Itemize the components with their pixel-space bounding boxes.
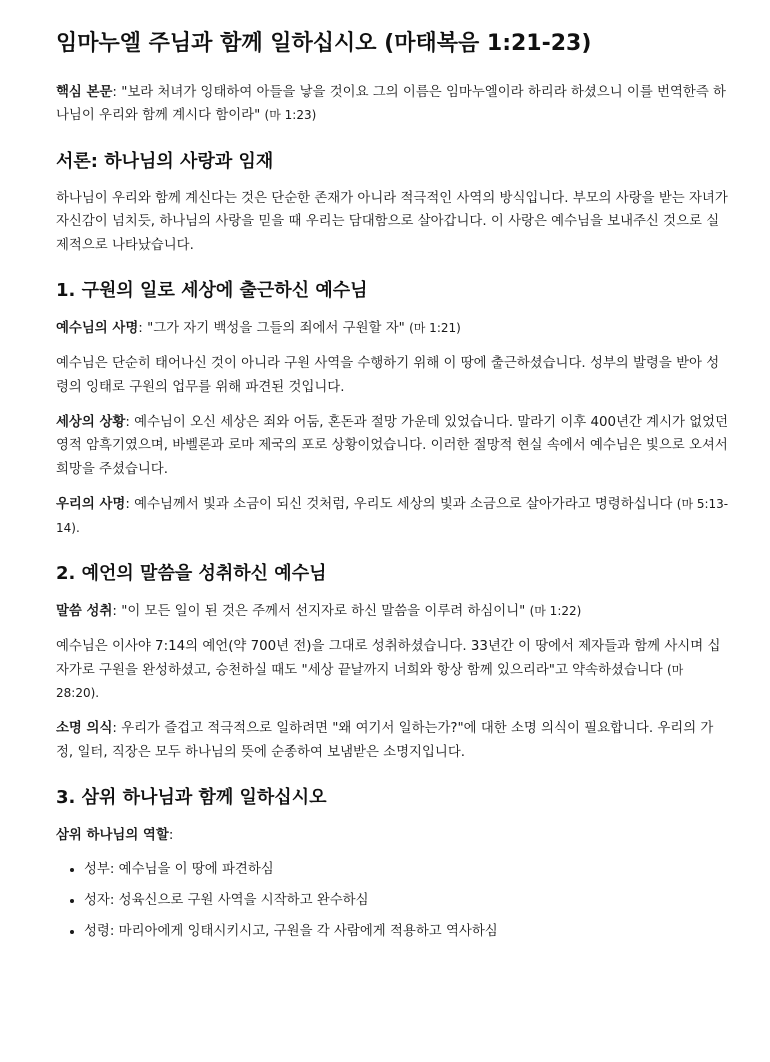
section1-our-text: 예수님께서 빛과 소금이 되신 것처럼, 우리도 세상의 빛과 소금으로 살아가라고 명령하십니다 xyxy=(134,497,673,513)
section1-mission-text: "그가 자기 백성을 그들의 죄에서 구원할 자" xyxy=(147,320,405,336)
section1-mission-label: 예수님의 사명 xyxy=(56,320,139,336)
section2-calling: 소명 의식: 우리가 즐겁고 적극적으로 일하려면 "왜 여기서 일하는가?"에 대한 소명 의식이 필요합니다. 우리의 가정, 일터, 직장은 모두 하나님의 뜻에 순종하여 보냄받은 소명지입니다. xyxy=(56,721,714,760)
section2-para-ref: (마 28:20). xyxy=(56,662,684,701)
key-verse-ref: (마 1:23) xyxy=(264,108,317,123)
section1-world-text: 예수님이 오신 세상은 죄와 어둠, 혼돈과 절망 가운데 있었습니다. 말라기 이후 400년간 계시가 없었던 영적 암흑기였으며, 바벨론과 로마 제국의 포로 상황이었습니다. 이러한 절망적 현실 속에서 예수님은 빛으로 오셔서 희망을 주셨습니다. xyxy=(56,415,729,477)
section1-our-ref: (마 5:13-14). xyxy=(56,497,729,535)
section1-our-mission: 우리의 사명: 예수님께서 빛과 소금이 되신 것처럼, 우리도 세상의 빛과 소금으로 살아가라고 명령하십니다 (마 5:13-14). xyxy=(56,497,729,535)
list-item: • 성령: 마리아에게 잉태시키시고, 구원을 각 사람에게 적용하고 역사하심 xyxy=(84,921,730,944)
section2-calling-label: 소명 의식 xyxy=(56,721,113,737)
section2-word: 말씀 성취: "이 모든 일이 된 것은 주께서 선지자로 하신 말씀을 이루려 하심이니" (마 1:22) xyxy=(56,603,582,619)
section1-world-label: 세상의 상황 xyxy=(56,415,126,430)
section2-calling-text: 우리가 즐겁고 적극적으로 일하려면 "왜 여기서 일하는가?"에 대한 소명 의식이 필요합니다. 우리의 가정, 일터, 직장은 모두 하나님의 뜻에 순종하여 보냄받은 소명지입니다. xyxy=(56,721,714,760)
section3-roles-paragraph: 삼위 하나님의 역할: xyxy=(56,827,174,843)
section3-heading: 3. 삼위 하나님과 함께 일하십시오 xyxy=(56,787,327,809)
list-item: • 성부: 예수님을 이 땅에 파견하심 xyxy=(84,859,730,882)
intro-paragraph: 하나님이 우리와 함께 계신다는 것은 단순한 존재가 아니라 적극적인 사역의 방식입니다. 부모의 사랑을 받는 자녀가 자신감이 넘치듯, 하나님의 사랑을 믿을 때 우리는 담대함으로 살아갑니다. 이 사랑은 예수님을 보내주신 것으로 실제적으로 나타났습니다. xyxy=(56,190,728,253)
section2-paragraph xyxy=(56,635,730,705)
section1-mission-ref: (마 1:21) xyxy=(409,320,461,335)
section2-heading: 2. 예언의 말씀을 성취하신 예수님 xyxy=(56,563,327,585)
section1-world: 세상의 상황: 예수님이 오신 세상은 죄와 어둠, 혼돈과 절망 가운데 있었습니다. 말라기 이후 400년간 계시가 없었던 영적 암흑기였으며, 바벨론과 로마 제국의 포로 상황이었습니다. 이러한 절망적 현실 속에서 예수님은 빛으로 오셔서 희망을 주셨습니다. xyxy=(56,415,729,477)
section2-word-label: 말씀 성취 xyxy=(56,603,113,619)
key-verse-text: "보라 처녀가 잉태하여 아들을 낳을 것이요 그의 이름은 임마누엘이라 하리라 하셨으니 이를 번역한즉 하나님이 우리와 함께 계시다 함이라" xyxy=(56,84,726,124)
section1-our-label: 우리의 사명 xyxy=(56,497,126,513)
section3-roles-label: 삼위 하나님의 역할 xyxy=(56,827,169,843)
key-verse-label: 핵심 본문 xyxy=(56,84,113,100)
key-verse-paragraph: 핵심 본문: "보라 처녀가 잉태하여 아들을 낳을 것이요 그의 이름은 임마누엘이라 하리라 하셨으니 이를 번역한즉 하나님이 우리와 함께 계시다 함이라" (마 1:23) xyxy=(56,84,726,124)
section1-paragraph: 예수님은 단순히 태어나신 것이 아니라 구원 사역을 수행하기 위해 이 땅에 출근하셨습니다. 성부의 발령을 받아 성령의 잉태로 구원의 업무를 위해 파견된 것입니다. xyxy=(56,356,720,395)
section2-word-ref: (마 1:22) xyxy=(529,603,582,618)
intro-heading: 서론: 하나님의 사랑과 임재 xyxy=(56,150,274,172)
trinity-roles-list xyxy=(56,859,730,943)
section2-para-text: 예수님은 이사야 7:14의 예언(약 700년 전)을 그대로 성취하셨습니다. 33년간 이 땅에서 제자들과 함께 사시며 십자가로 구원을 완성하셨고, 승천하실 때도 "세상 끝날까지 너희와 항상 함께 있으리라"고 약속하셨습니다 xyxy=(56,639,721,678)
page-title: 임마누엘 주님과 함께 일하십시오 (마태복음 1:21-23) xyxy=(56,31,592,56)
section1-heading: 1. 구원의 일로 세상에 출근하신 예수님 xyxy=(56,280,368,302)
section1-mission: 예수님의 사명: "그가 자기 백성을 그들의 죄에서 구원할 자" (마 1:21) xyxy=(56,320,461,336)
section2-word-text: "이 모든 일이 된 것은 주께서 선지자로 하신 말씀을 이루려 하심이니" xyxy=(121,603,526,619)
list-item: • 성자: 성육신으로 구원 사역을 시작하고 완수하심 xyxy=(84,890,730,913)
